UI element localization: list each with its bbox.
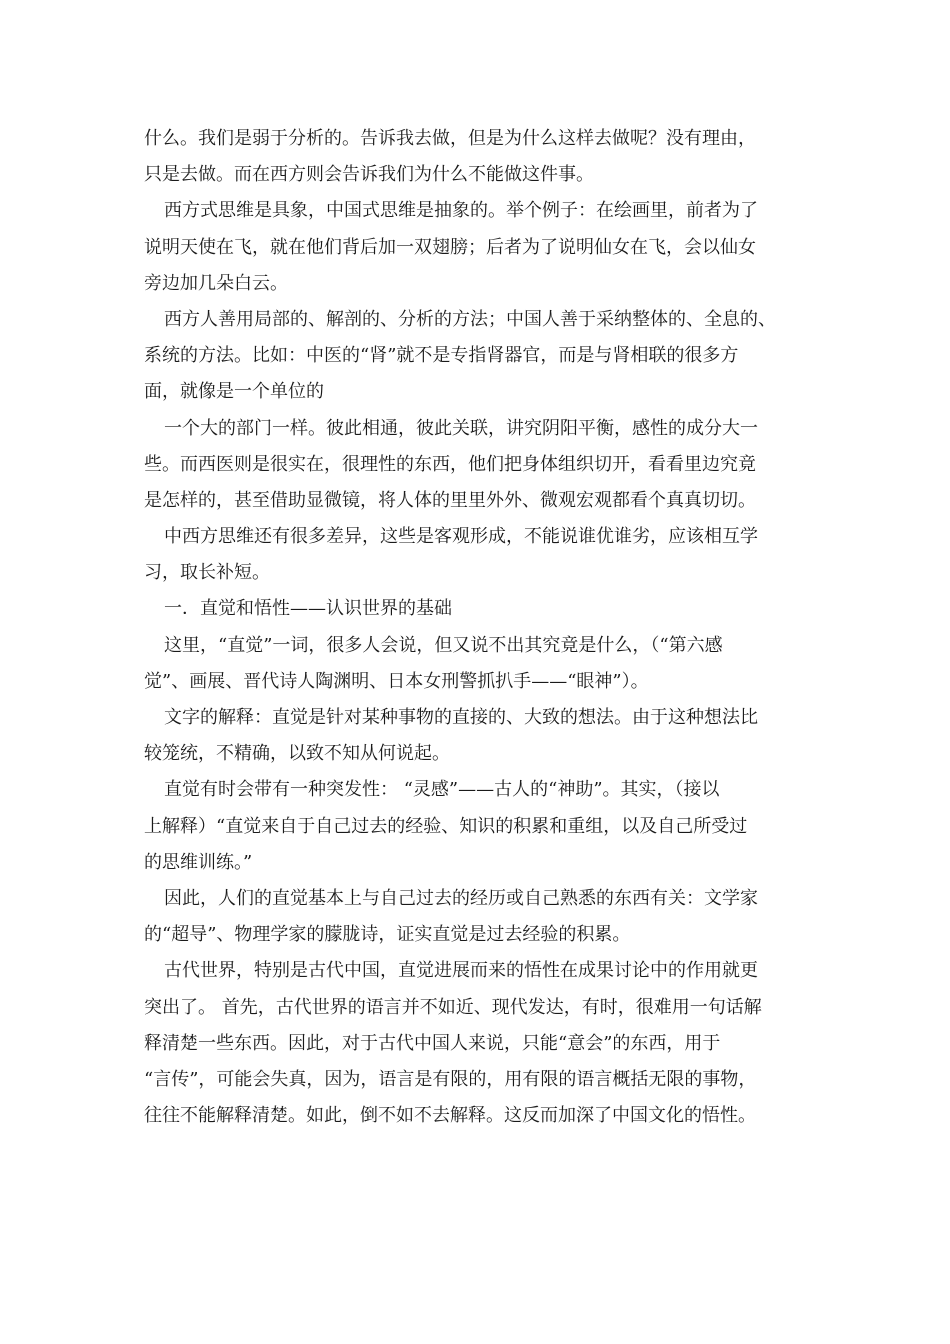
paragraph-start-line: 文字的解释：直觉是针对某种事物的直接的、大致的想法。由于这种想法比 <box>164 707 758 728</box>
text-line: 旁边加几朵白云。 <box>144 272 288 294</box>
text-line: 的思维训练。” <box>144 851 253 873</box>
section-heading: 一．直觉和悟性——认识世界的基础 <box>164 598 452 620</box>
paragraph-start-line: 古代世界，特别是古代中国，直觉进展而来的悟性在成果讨论中的作用就更 <box>164 960 758 982</box>
paragraph-start-line: 因此，人们的直觉基本上与自己过去的经历或自己熟悉的东西有关：文学家 <box>164 887 758 909</box>
paragraph-start-line: 西方式思维是具象，中国式思维是抽象的。举个例子：在绘画里，前者为了 <box>164 200 758 222</box>
text-line: 只是去做。而在西方则会告诉我们为什么不能做这件事。 <box>144 164 594 186</box>
text-line: 往往不能解释清楚。如此，倒不如不去解释。这反而加深了中国文化的悟性。 <box>144 1105 756 1127</box>
paragraph-start-line: 中西方思维还有很多差异，这些是客观形成，不能说谁优谁劣，应该相互学 <box>164 526 758 548</box>
paragraph-start-line: 直觉有时会带有一种突发性： “灵感”——古人的“神助”。其实，（接以 <box>164 779 720 801</box>
text-line: 是怎样的，甚至借助显微镜，将人体的里里外外、微观宏观都看个真真切切。 <box>144 489 756 511</box>
paragraph-start-line: 一个大的部门一样。彼此相通，彼此关联，讲究阴阳平衡，感性的成分大一 <box>164 417 758 439</box>
text-line: 觉”、画展、晋代诗人陶渊明、日本女刑警抓扒手——“眼神”）。 <box>144 670 649 692</box>
text-line: “言传”，可能会失真，因为，语言是有限的，用有限的语言概括无限的事物， <box>144 1068 757 1090</box>
text-line: 较笼统，不精确，以致不知从何说起。 <box>144 743 450 765</box>
text-line: 面，就像是一个单位的 <box>144 381 324 403</box>
text-line: 释清楚一些东西。因此，对于古代中国人来说，只能“意会”的东西，用于 <box>144 1032 721 1054</box>
document-body <box>144 121 816 1134</box>
text-line: 说明天使在飞，就在他们背后加一双翅膀；后者为了说明仙女在飞，会以仙女 <box>144 236 756 258</box>
text-line: 上解释）“直觉来自于自己过去的经验、知识的积累和重组，以及自己所受过 <box>144 815 748 837</box>
text-line: 的“超导”、物理学家的朦胧诗，证实直觉是过去经验的积累。 <box>144 924 631 946</box>
text-line: 突出了。 首先，古代世界的语言并不如近、现代发达，有时，很难用一句话解 <box>144 996 762 1018</box>
paragraph-start-line: 这里，“直觉”一词，很多人会说，但又说不出其究竟是什么，（“第六感 <box>164 634 723 656</box>
text-line: 系统的方法。比如：中医的“肾”就不是专指肾器官，而是与肾相联的很多方 <box>144 345 739 367</box>
paragraph-start-line: 西方人善用局部的、解剖的、分析的方法；中国人善于采纳整体的、全息的、 <box>164 308 776 330</box>
text-line: 什么。我们是弱于分析的。告诉我去做，但是为什么这样去做呢？没有理由， <box>144 128 756 149</box>
text-line: 些。而西医则是很实在，很理性的东西，他们把身体组织切开，看看里边究竟 <box>144 453 756 475</box>
text-line: 习，取长补短。 <box>144 562 270 584</box>
